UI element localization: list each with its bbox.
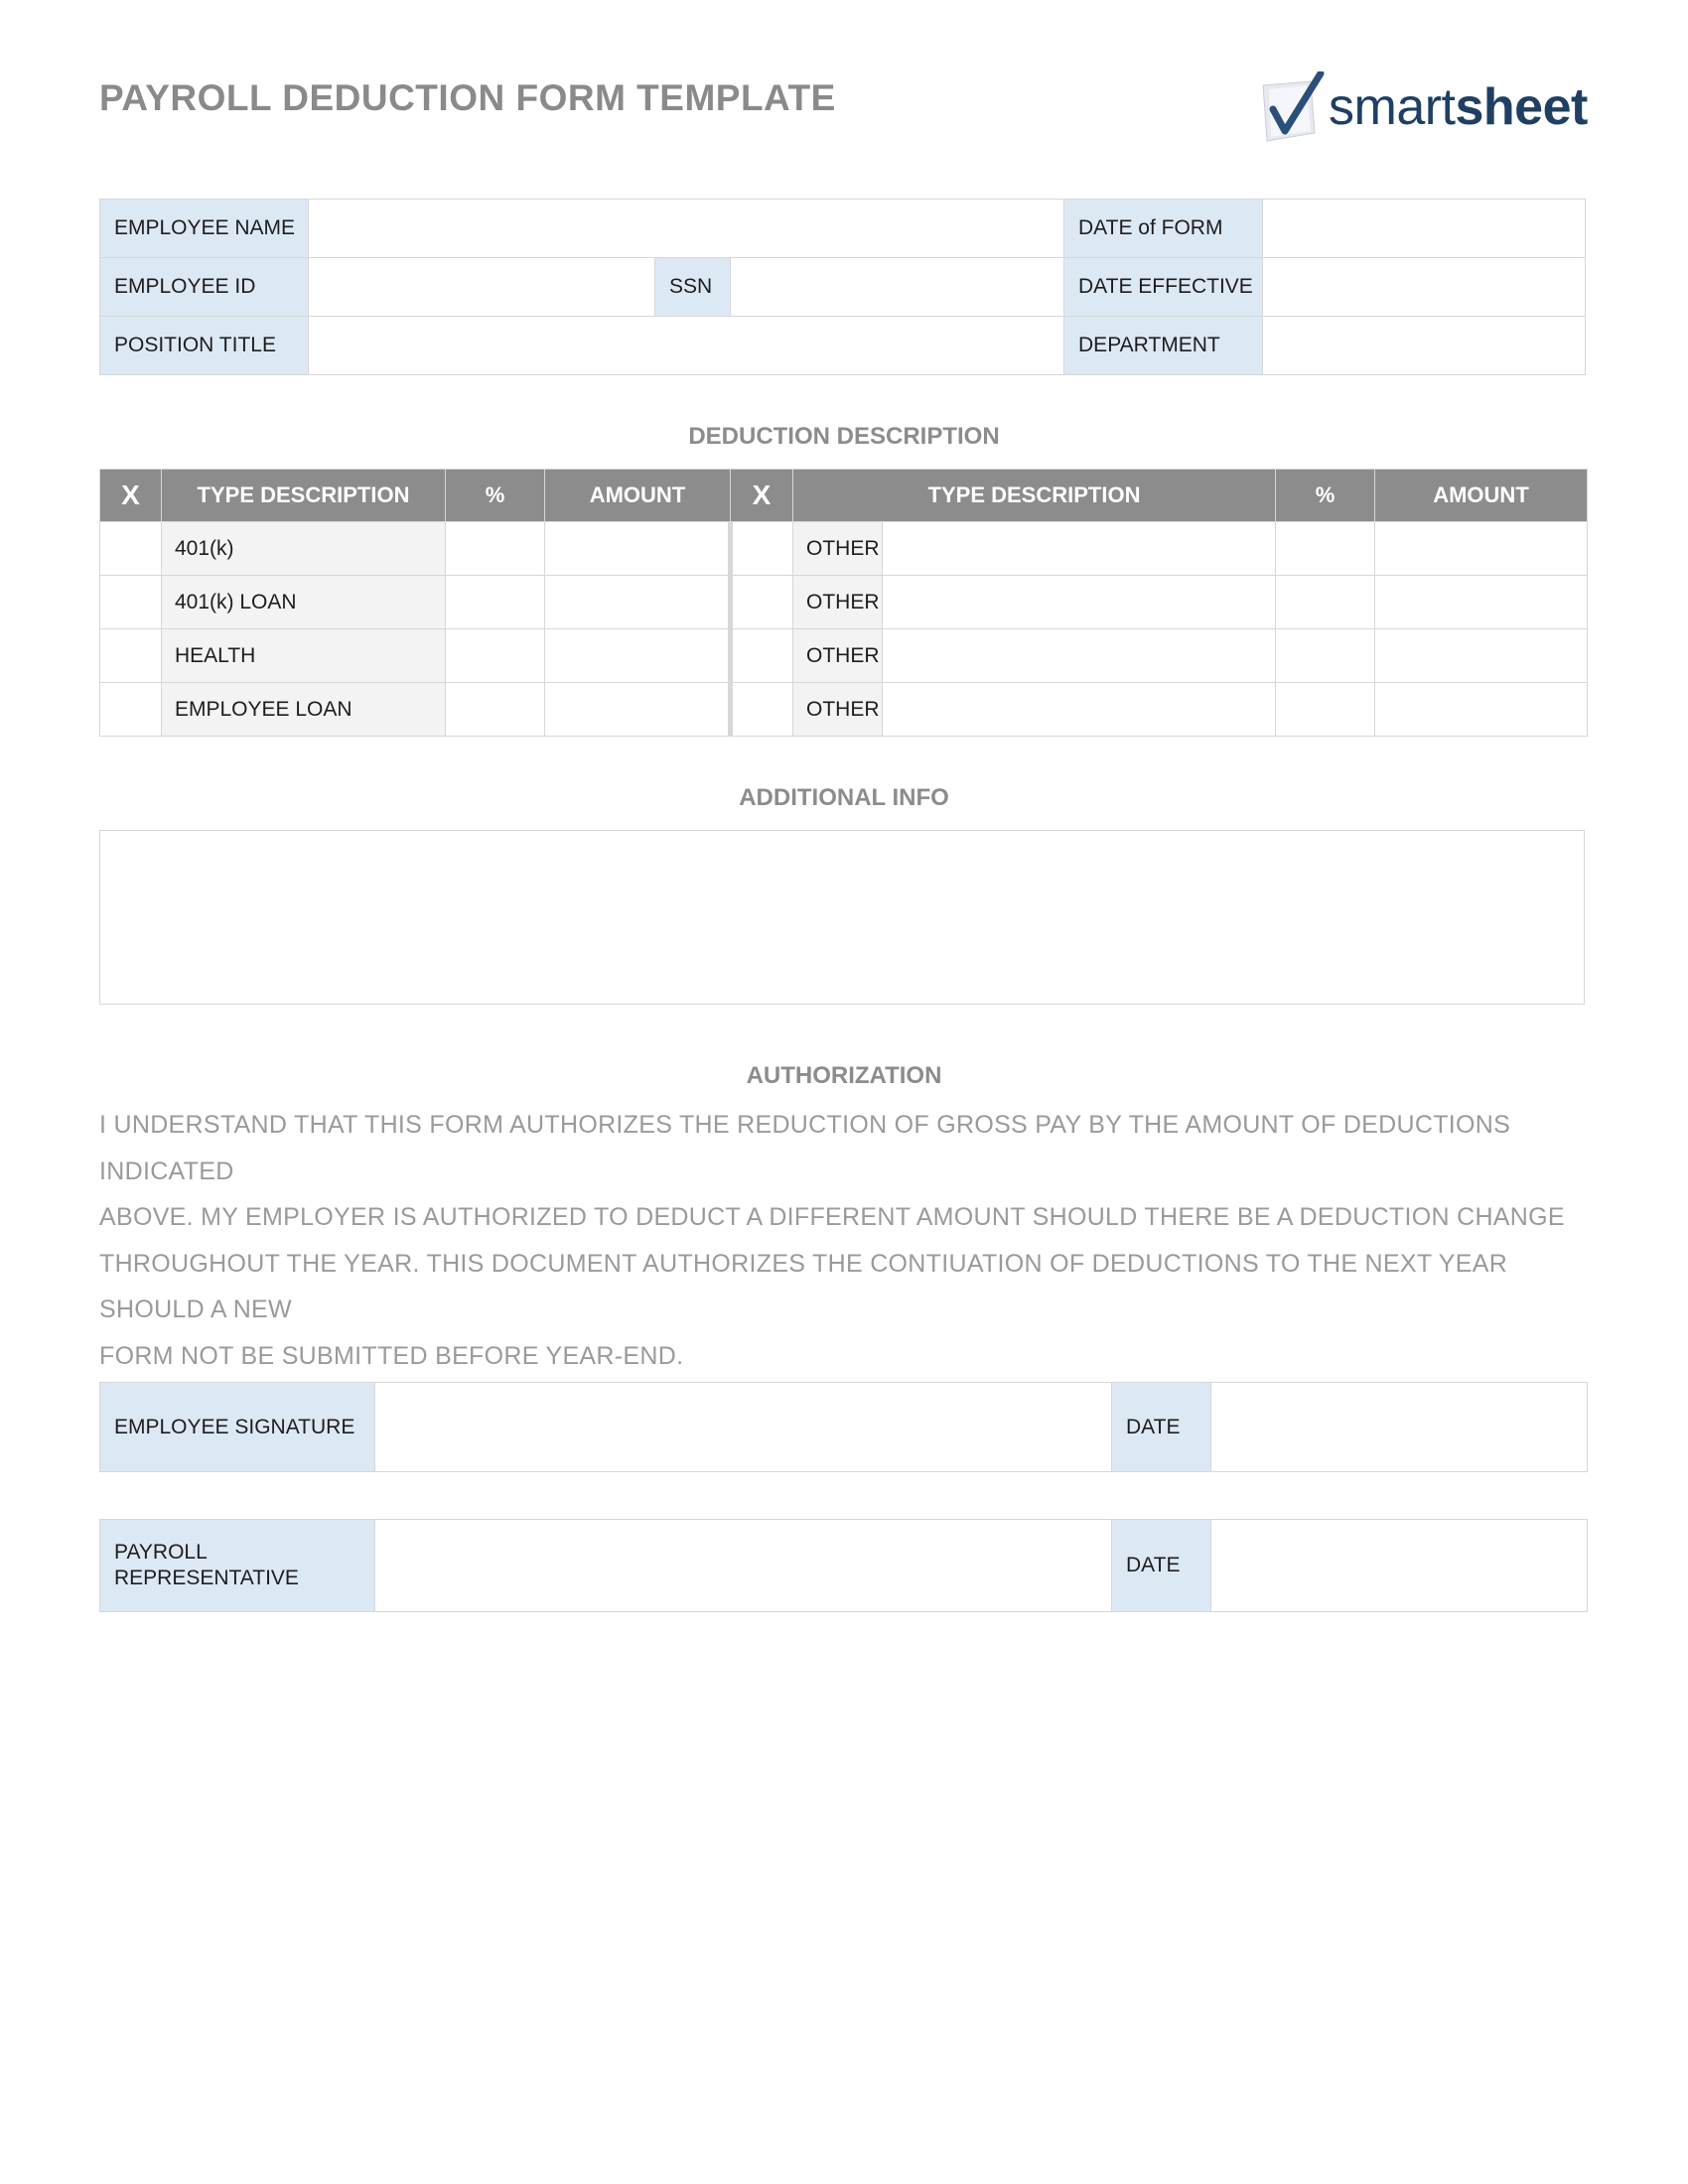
amount-header: AMOUNT: [1375, 470, 1588, 522]
type-description-header: TYPE DESCRIPTION: [793, 470, 1276, 522]
authorization-line: THROUGHOUT THE YEAR. THIS DOCUMENT AUTHORIZES THE CONTIUATION OF DEDUCTIONS TO THE NEXT YEAR SHOULD A NEW: [99, 1249, 1508, 1323]
position-title-field[interactable]: [309, 317, 1064, 375]
deduction-type[interactable]: [793, 629, 1276, 683]
representative-label-line: REPRESENTATIVE: [114, 1567, 299, 1589]
deduction-header-row: [100, 470, 1588, 522]
additional-info-title: ADDITIONAL INFO: [739, 784, 949, 811]
brand-name-light: smart: [1329, 78, 1456, 136]
payroll-date-field[interactable]: [1211, 1520, 1588, 1612]
table-row: [100, 576, 1588, 629]
authorization-title: AUTHORIZATION: [746, 1062, 942, 1089]
additional-info-field[interactable]: [99, 830, 1585, 1005]
date-effective-label: DATE EFFECTIVE: [1064, 258, 1263, 317]
select-cell[interactable]: [100, 576, 162, 629]
payroll-date-label: DATE: [1112, 1520, 1211, 1612]
deduction-type[interactable]: [793, 576, 1276, 629]
ssn-label: SSN: [655, 258, 731, 317]
deduction-section-title: DEDUCTION DESCRIPTION: [688, 423, 1000, 450]
percent-cell[interactable]: [1276, 576, 1375, 629]
amount-cell[interactable]: [1375, 522, 1588, 576]
employee-signature-field[interactable]: [375, 1383, 1112, 1472]
date-effective-field[interactable]: [1263, 258, 1586, 317]
payroll-representative-table: [99, 1519, 1588, 1612]
deduction-type[interactable]: [793, 522, 1276, 576]
payroll-signature-field[interactable]: [375, 1520, 1112, 1612]
employee-date-field[interactable]: [1211, 1383, 1588, 1472]
brand-wordmark: [1329, 77, 1588, 137]
deduction-type[interactable]: [793, 683, 1276, 737]
amount-cell[interactable]: [1375, 683, 1588, 737]
ssn-field[interactable]: [731, 258, 1064, 317]
employee-signature-label: EMPLOYEE SIGNATURE: [100, 1383, 375, 1472]
percent-cell[interactable]: [1276, 683, 1375, 737]
smartsheet-logo: [1259, 71, 1591, 151]
other-type-label: OTHER: [793, 576, 883, 628]
percent-header: %: [1276, 470, 1375, 522]
table-row: [100, 629, 1588, 683]
position-title-label: POSITION TITLE: [100, 317, 309, 375]
authorization-text: [99, 1102, 1589, 1379]
select-cell[interactable]: [100, 683, 162, 737]
amount-cell[interactable]: [545, 576, 731, 629]
other-type-label: OTHER: [793, 629, 883, 682]
amount-cell[interactable]: [545, 522, 731, 576]
department-label: DEPARTMENT: [1064, 317, 1263, 375]
authorization-line: ABOVE. MY EMPLOYER IS AUTHORIZED TO DEDUCT A DIFFERENT AMOUNT SHOULD THERE BE A DEDUCTION CHANGE: [99, 1203, 1565, 1231]
date-of-form-field[interactable]: [1263, 200, 1586, 258]
page-title: PAYROLL DEDUCTION FORM TEMPLATE: [99, 77, 836, 118]
select-cell[interactable]: [100, 629, 162, 683]
deduction-type: 401(k) LOAN: [162, 576, 446, 629]
percent-cell[interactable]: [446, 629, 545, 683]
other-type-label: OTHER: [793, 683, 883, 736]
date-of-form-label: DATE of FORM: [1064, 200, 1263, 258]
checkmark-logo-icon: [1259, 71, 1329, 151]
percent-cell[interactable]: [446, 683, 545, 737]
select-cell[interactable]: [100, 522, 162, 576]
select-cell[interactable]: [731, 629, 793, 683]
amount-cell[interactable]: [1375, 629, 1588, 683]
deduction-type: 401(k): [162, 522, 446, 576]
employee-name-label: EMPLOYEE NAME: [100, 200, 309, 258]
employee-date-label: DATE: [1112, 1383, 1211, 1472]
percent-cell[interactable]: [446, 576, 545, 629]
percent-cell[interactable]: [446, 522, 545, 576]
authorization-line: I UNDERSTAND THAT THIS FORM AUTHORIZES THE REDUCTION OF GROSS PAY BY THE AMOUNT OF DEDUCTIONS INDICATED: [99, 1111, 1511, 1185]
employee-name-field[interactable]: [309, 200, 1064, 258]
deduction-type: HEALTH: [162, 629, 446, 683]
payroll-representative-label: [100, 1520, 375, 1612]
deduction-type: EMPLOYEE LOAN: [162, 683, 446, 737]
amount-cell[interactable]: [545, 629, 731, 683]
brand-name-bold: sheet: [1455, 78, 1588, 136]
table-row: [100, 522, 1588, 576]
percent-cell[interactable]: [1276, 522, 1375, 576]
select-column-header: X: [100, 470, 162, 522]
select-cell[interactable]: [731, 522, 793, 576]
select-column-header: X: [731, 470, 793, 522]
amount-header: AMOUNT: [545, 470, 731, 522]
authorization-line: FORM NOT BE SUBMITTED BEFORE YEAR-END.: [99, 1341, 684, 1370]
amount-cell[interactable]: [1375, 576, 1588, 629]
department-field[interactable]: [1263, 317, 1586, 375]
other-type-label: OTHER: [793, 522, 883, 575]
employee-id-label: EMPLOYEE ID: [100, 258, 309, 317]
percent-header: %: [446, 470, 545, 522]
employee-info-table: [99, 199, 1586, 375]
select-cell[interactable]: [731, 683, 793, 737]
deduction-table: [99, 469, 1588, 737]
percent-cell[interactable]: [1276, 629, 1375, 683]
employee-signature-table: [99, 1382, 1588, 1472]
select-cell[interactable]: [731, 576, 793, 629]
employee-id-field[interactable]: [309, 258, 655, 317]
amount-cell[interactable]: [545, 683, 731, 737]
table-row: [100, 683, 1588, 737]
payroll-label-line: PAYROLL: [114, 1541, 208, 1564]
type-description-header: TYPE DESCRIPTION: [162, 470, 446, 522]
